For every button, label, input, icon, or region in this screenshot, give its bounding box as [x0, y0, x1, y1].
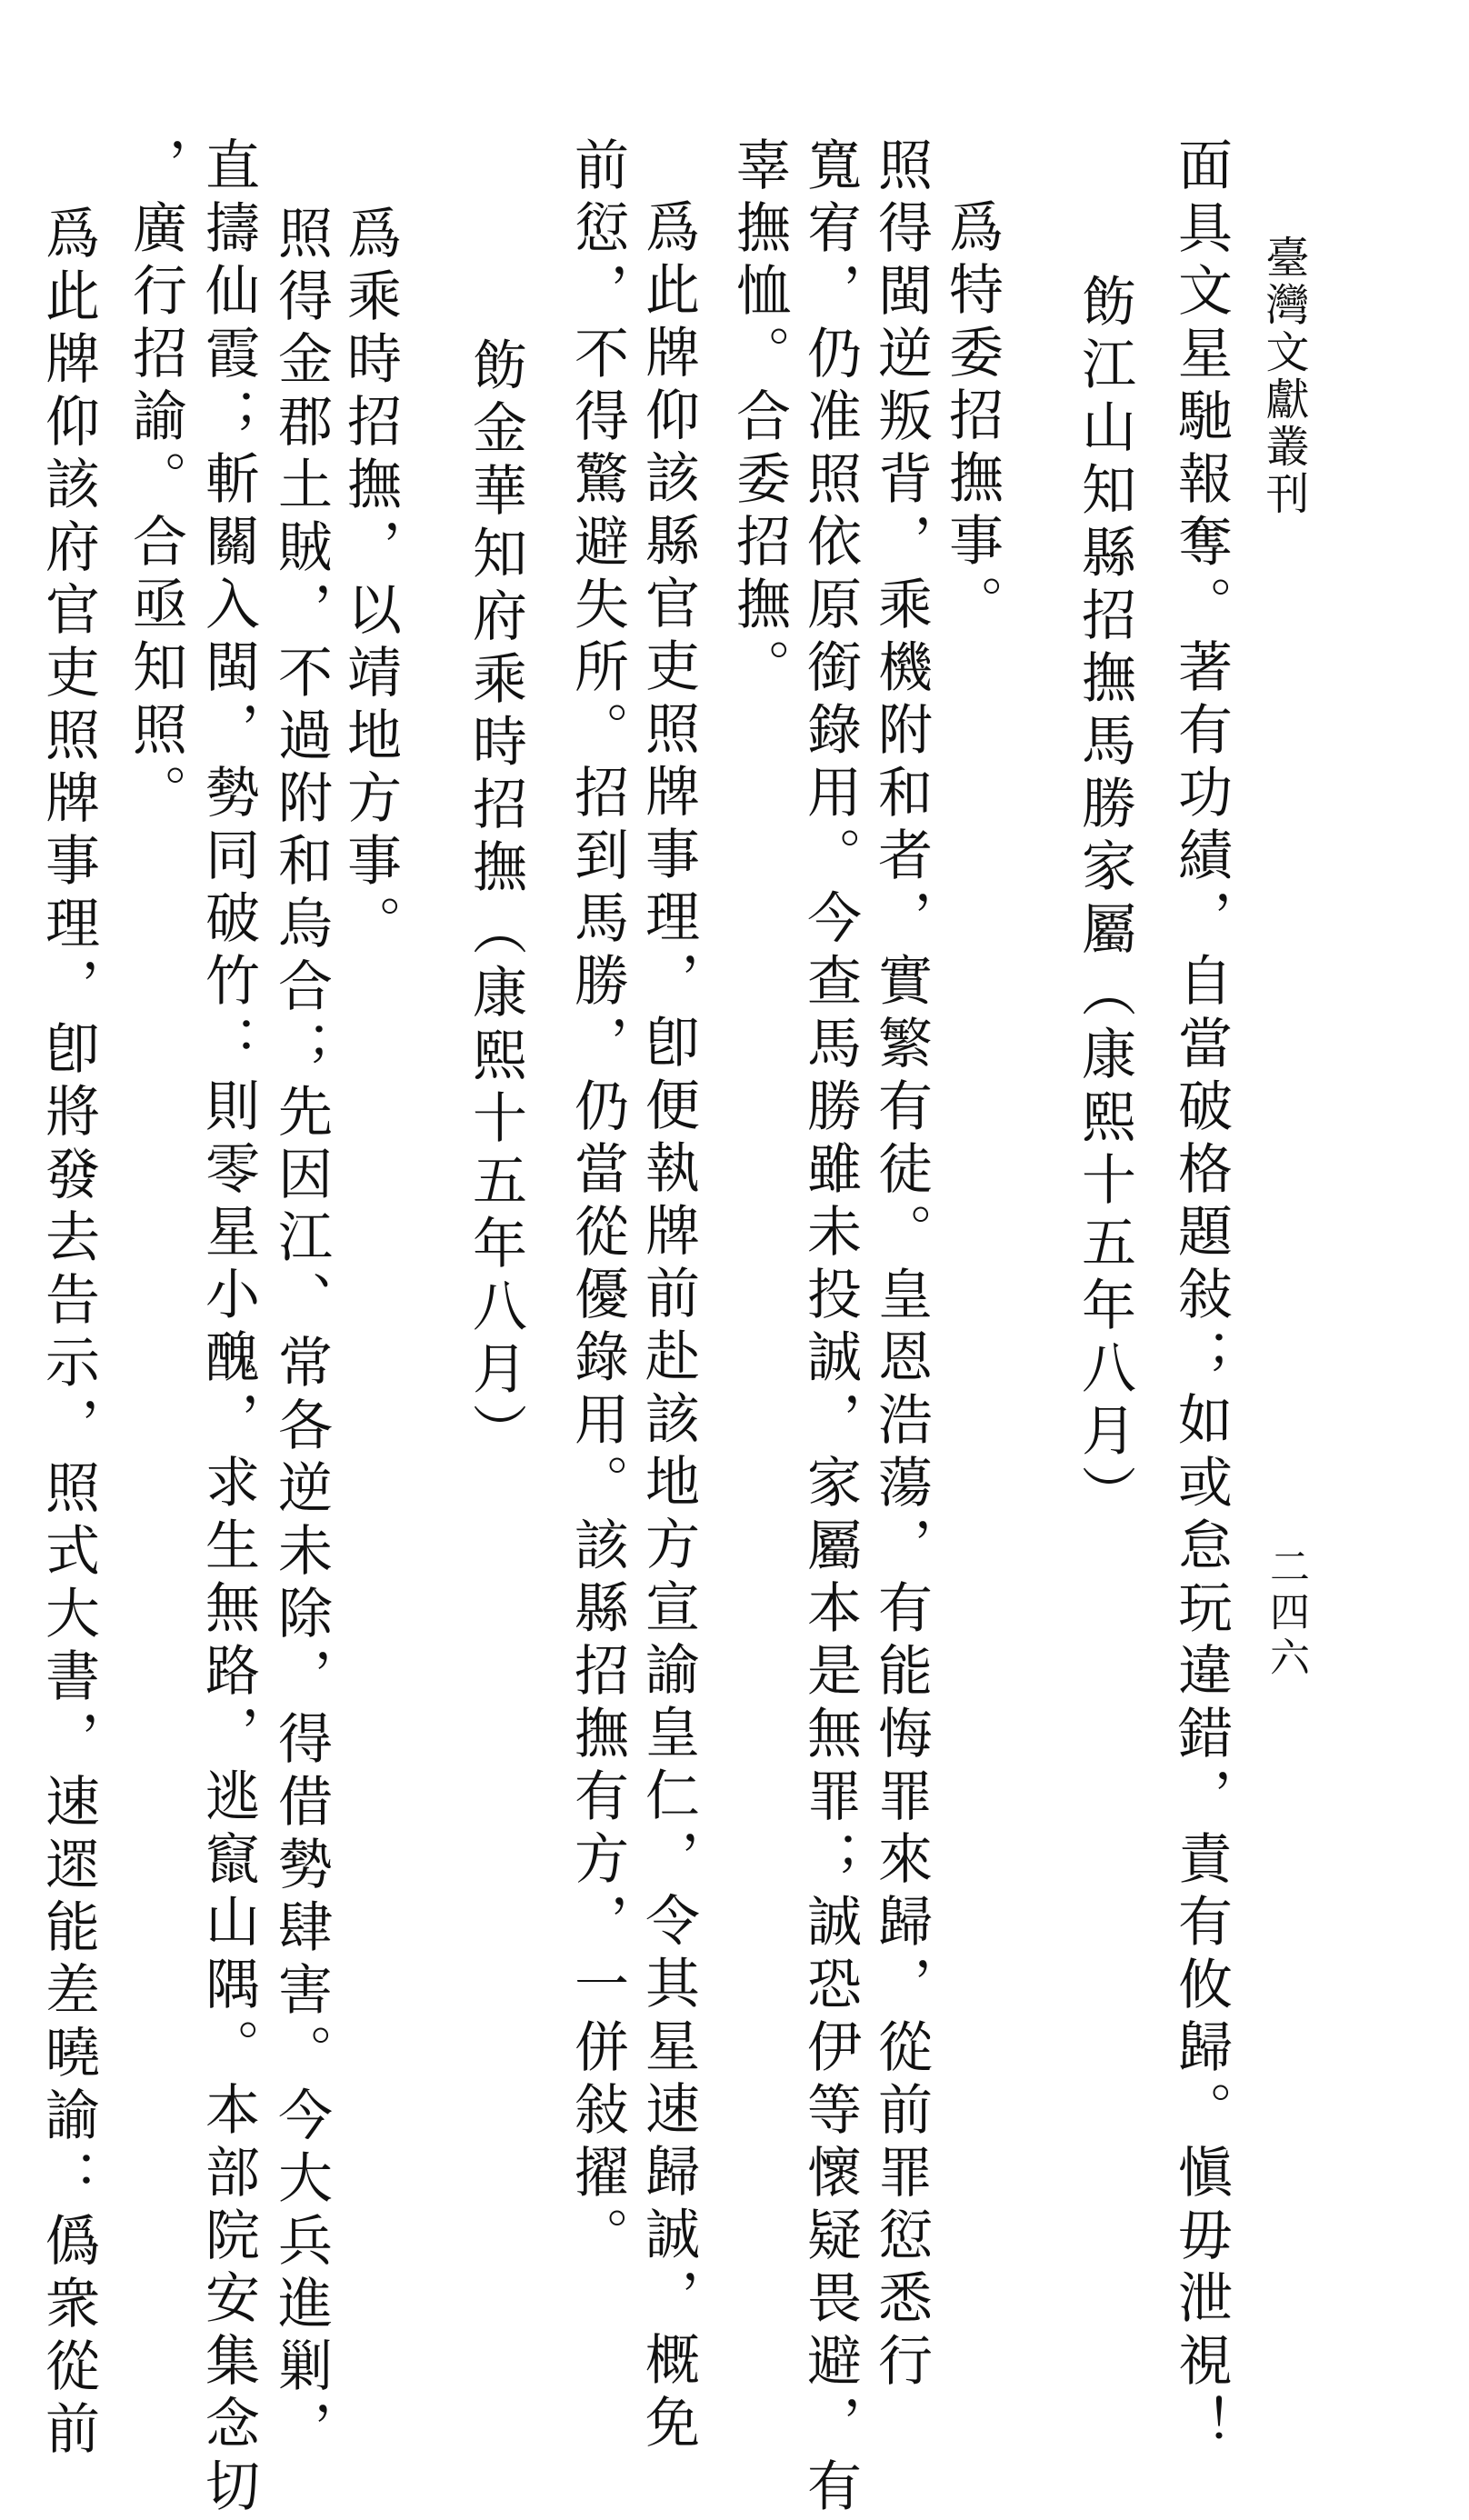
- text-column-5: 寬宥，仍准照依原銜錄用。今查馬勝雖未投誠，家屬本是無罪；誠恐伊等懷疑畏避，有: [798, 136, 862, 2520]
- text-column-13: ，廣行招諭。合亟知照。: [124, 136, 187, 826]
- book-title: 臺灣文獻叢刊: [1258, 235, 1309, 518]
- text-column-6: 辜撫恤。合委招撫。: [727, 136, 791, 701]
- text-column-1: 面具文星馳報奪。著有功績，自當破格題敍；如或怠玩違錯，責有攸歸。愼毋泄視！: [1169, 136, 1233, 2457]
- text-column-3: 爲特委招撫事。: [940, 198, 1004, 637]
- heading-jiangshan: 飭江山知縣招撫馬勝家屬（康熙十五年八月）: [1073, 273, 1136, 1527]
- text-column-7: 爲此牌仰該縣官吏照牌事理，卽便執牌前赴該地方宣諭皇仁，令其星速歸誠，概免: [636, 198, 700, 2456]
- text-column-10: 爲乘時招撫，以靖地方事。: [338, 205, 402, 957]
- text-column-12: 直擣仙霞；斬關入閩，勢同破竹：則零星小醜，求生無路，逃竄山隅。本部院安集念切: [196, 136, 260, 2520]
- text-column-4: 照得閩逆叛背，乘機附和者，實繁有徒。皇恩浩蕩，有能悔罪來歸，從前罪愆悉行: [869, 136, 933, 2395]
- page-number: 二四六: [1263, 1545, 1309, 1682]
- text-column-8: 前愆，不得驚避失所。招到馬勝，仍當從優錄用。該縣招撫有方，一併敍擢。: [565, 136, 629, 2269]
- text-column-11: 照得金郡土賊，不過附和烏合；先因江、常各逆未除，得借勢肆害。今大兵進剿，: [269, 205, 333, 2463]
- text-column-14: 爲此牌仰該府官吏照牌事理，卽將發去告示，照式大書，速遝能差曉諭：僞衆從前: [36, 205, 100, 2463]
- heading-jinhua: 飭金華知府乘時招撫（康熙十五年八月）: [464, 336, 527, 1465]
